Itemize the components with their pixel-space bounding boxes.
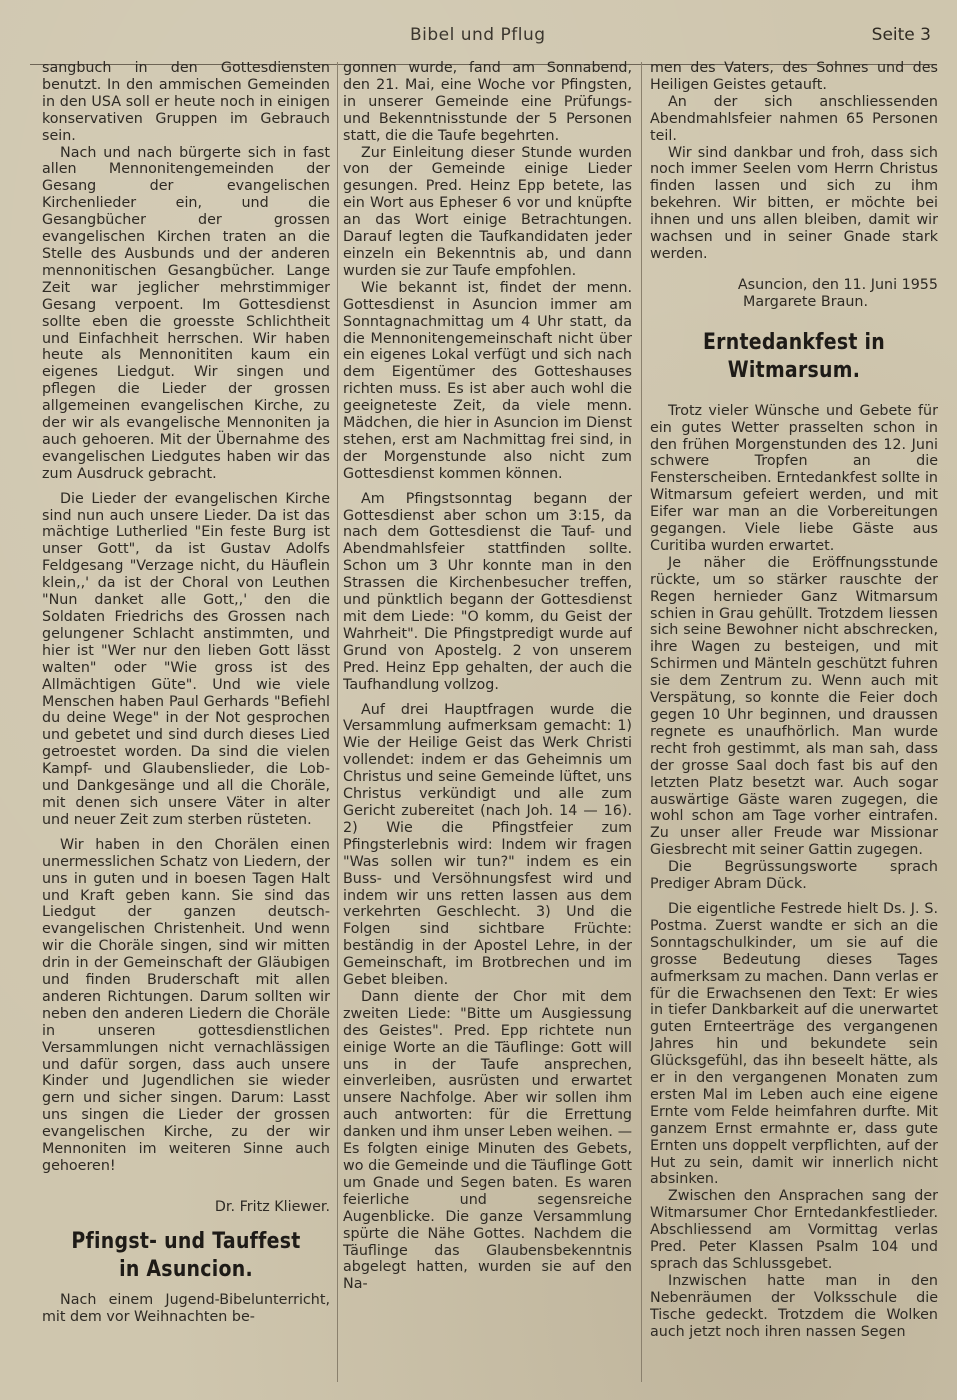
paragraph: Die Lieder der evangelischen Kirche sind nun auch unsere Lieder. Da ist das mächtige Lutherlied "Ein feste Burg ist unser Gott", da ist Gustav Adolfs Feldgesang "Verzage nicht, du Häuflein klein,,' da ist der Choral von Leuthen "Nun danket alle Gott,,' den die Soldaten Friedrichs des Grossen nach gelungener Schlacht anstimmten, und hier ist "Wer nur den lieben Gott lässt walten" oder "Wie gross ist des Allmächtigen Güte". Und wie viele Menschen haben Paul Gerhards "Befiehl du deine Wege" in der Not gesprochen und gebetet und sind durch dieses Lied getroestet worden. Da sind die vielen Kampf- und Glaubenslieder, die Lob- und Dankgesänge und all die Choräle, mit denen sich unsere Väter in alter und neuer Zeit zum sterben rüsteten. <box>42 490 330 828</box>
paragraph: Nach einem Jugend-Bibelunterricht, mit dem vor Weihnachten be- <box>42 1291 330 1325</box>
paragraph: men des Vaters, des Sohnes und des Heiligen Geistes getauft. <box>650 60 938 93</box>
author-signature: Dr. Fritz Kliewer. <box>214 1198 330 1215</box>
article-headline: Erntedankfest in Witmarsum. <box>702 329 885 383</box>
paragraph: Die eigentliche Festrede hielt Ds. J. S. Postma. Zuerst wandte er sich an die Sonntagschulkinder, um sie auf die grosse Bedeutung dieses Tages aufmerksam zu machen. Dann verlas er für die Erwachsenen den Text: Er wies in tiefer Dankbarkeit auf die unerwartet guten Ernteerträge des vergangenen Jahres hin und bekundete sein Glücksgefühl, das ihn beseelt hätte, als er in den vergangenen Monaten zum ersten Mal im Leben auch eine eigene Ernte vom Felde heimfahren durfte. Mit ganzem Ernst ermahnte er, dass gute Ernten uns doppelt verpflichten, auf der Hut zu sein, damit wir innerlich nicht absinken. <box>650 900 938 1188</box>
paragraph: Am Pfingstsonntag begann der Gottesdienst aber schon um 3:15, da nach dem Gottesdienst die Tauf- und Abendmahlsfeier stattfinden sollte. Schon um 3 Uhr konnte man in den Strassen die Kirchenbesucher treffen, und pünktlich begann der Gottesdienst mit dem Liede: "O komm, du Geist der Wahrheit". Die Pfingstpredigt wurde auf Grund von Apostelg. 2 von unserem Pred. Heinz Epp gehalten, der auch die Taufhandlung vollzog. <box>343 490 632 693</box>
paragraph: Wir sind dankbar und froh, dass sich noch immer Seelen vom Herrn Christus finden lassen und sich zu ihm bekehren. Wir bitten, er möchte bei ihnen und uns allen bleiben, damit wir wachsen und in seiner Gnade stark werden. <box>650 144 938 262</box>
column-divider <box>337 62 338 1382</box>
paragraph: gonnen wurde, fand am Sonnabend, den 21. Mai, eine Woche vor Pfingsten, in unserer Gemeinde eine Prüfungs- und Bekenntnisstunde der 5 Personen statt, die die Taufe begehrten. <box>343 60 632 144</box>
newspaper-title: Bibel und Pflug <box>410 25 546 45</box>
article-headline: Pfingst- und Tauffest in Asuncion. <box>71 1228 301 1282</box>
paragraph: Nach und nach bürgerte sich in fast allen Mennonitengemeinden der Gesang der evangelischen Kirchenlieder ein, und die Gesangbücher der grossen evangelischen Kirchen traten an die Stelle des Ausbunds und der anderen mennonitischen Gesangbücher. Lange Zeit war jeglicher mehrstimmiger Gesang verpoent. Im Gottesdienst sollte eben die groesste Schlichtheit und Einfachheit herrschen. Wir haben heute als Mennonititen kaum ein eigenes Liedgut. Wir singen und pflegen die Lieder der grossen allgemeinen evangelischen Kirche, zu der wir als evangelische Mennoniten ja auch gehoeren. Mit der Übernahme des evangelischen Liedgutes haben wir das zum Ausdruck gebracht. <box>42 144 330 482</box>
paragraph: Wie bekannt ist, findet der menn. Gottesdienst in Asuncion immer am Sonntagnachmittag um 4 Uhr statt, da die Mennonitengemeinschaft nicht über ein eigenes Lokal verfügt und sich nach dem Eigentümer des Gotteshauses richten muss. Es ist aber auch wohl die geeigneteste Zeit, da viele menn. Mädchen, die hier in Asuncion im Dienst stehen, erst am Nachmittag frei sind, in der Morgenstunde also nicht zum Gottesdienst kommen können. <box>343 279 632 482</box>
paragraph: An der sich anschliessenden Abendmahlsfeier nahmen 65 Personen teil. <box>650 93 938 144</box>
paragraph: Die Begrüssungsworte sprach Prediger Abram Dück. <box>650 859 938 893</box>
paragraph: Auf drei Hauptfragen wurde die Versammlung aufmerksam gemacht: 1) Wie der Heilige Geist das Werk Christi vollendet: indem er das Geheimnis um Christus und seine Gemeinde lüftet, uns Christus verkündigt und alle zum Gericht zubereitet (nach Joh. 14 — 16). 2) Wie die Pfingstfeier zum Pfingsterlebnis wird: Indem wir fragen "Was sollen wir tun?" indem es ein Buss- und Versöhnungsfest wird und indem wir uns retten lassen aus dem verkehrten Geschlecht. 3) Und die Folgen sind sichtbare Früchte: beständig in der Apostel Lehre, in der Gemeinschaft, im Brotbrechen und im Gebet bleiben. <box>343 701 632 989</box>
page-header <box>0 22 957 52</box>
article-column-3 <box>650 60 938 1390</box>
paragraph: Zur Einleitung dieser Stunde wurden von der Gemeinde einige Lieder gesungen. Pred. Heinz Epp betete, las ein Wort aus Epheser 6 vor und knüpfte an das Wort einige Betrachtungen. Darauf legten die Taufkandidaten jeder einzeln ein Bekenntnis ab, und dann wurden sie zur Taufe empfohlen. <box>343 144 632 279</box>
paragraph: Zwischen den Ansprachen sang der Witmarsumer Chor Erntedankfestlieder. Abschliessend am Vormittag verlas Pred. Peter Klassen Psalm 104 und sprach das Schlussgebet. <box>650 1188 938 1272</box>
column-divider <box>641 62 642 1382</box>
paragraph: Trotz vieler Wünsche und Gebete für ein gutes Wetter prasselten schon in den frühen Morgenstunden des 12. Juni schwere Tropfen an die Fensterscheiben. Erntedankfest sollte in Witmarsum gefeiert werden, und mit Eifer war man an die Vorbereitungen gegangen. Viele liebe Gäste aus Curitiba wurden erwartet. <box>650 402 938 554</box>
paragraph: Wir haben in den Chorälen einen unermesslichen Schatz von Liedern, der uns in guten und in boesen Tagen Halt und Kraft geben kann. Sie sind das Liedgut der ganzen deutsch-evangelischen Christenheit. Und wenn wir die Choräle singen, sind wir mitten drin in der Gemeinschaft der Gläubigen und finden Bruderschaft mit allen anderen Richtungen. Darum sollten wir neben den anderen Liedern die Choräle in unseren gottesdienstlichen Versammlungen nicht vernachlässigen und dafür sorgen, dass auch unsere Kinder und Jugendlichen sie wieder gern und sicher singen. Darum: Lasst uns singen die Lieder der grossen evangelischen Kirche, zu der wir Mennoniten im weiteren Sinne auch gehoeren! <box>42 836 330 1174</box>
author-signature: Margarete Braun. <box>743 293 868 310</box>
paragraph: Je näher die Eröffnungsstunde rückte, um so stärker rauschte der Regen hernieder Ganz Witmarsum schien in Grau gehüllt. Trotzdem liessen sich seine Bewohner nicht abschrecken, ihre Wagen zu besteigen, und mit Schirmen und Mänteln geschützt fuhren sie dem Zentrum zu. Wenn auch mit Verspätung, so konnte die Feier doch gegen 10 Uhr beginnen, und draussen regnete es unaufhörlich. Man wurde recht froh gestimmt, als man sah, dass der grosse Saal doch fast bis auf den letzten Platz besetzt war. Auch sogar auswärtige Gäste waren zugegen, die wohl schon am Tage vorher eintrafen. Zu unser aller Freude war Missionar Giesbrecht mit seiner Gattin zugegen. <box>650 554 938 859</box>
paragraph: Inzwischen hatte man in den Nebenräumen der Volksschule die Tische gedeckt. Trotzdem die Wolken auch jetzt noch ihren nassen Segen <box>650 1272 938 1340</box>
place-date-line: Asuncion, den 11. Juni 1955 <box>737 276 938 293</box>
article-column-2 <box>343 60 632 1390</box>
page-number: Seite 3 <box>871 25 931 45</box>
paragraph: Dann diente der Chor mit dem zweiten Liede: "Bitte um Ausgiessung des Geistes". Pred. Epp richtete nun einige Worte an die Täuflinge: Gott will uns in der Taufe ansprechen, einverleiben, ausrüsten und erwartet unsere Nachfolge. Aber wir sollen ihm auch antworten: für die Errettung danken und ihm unser Leben weihen. — Es folgten einige Minuten des Gebets, wo die Gemeinde und die Täuflinge Gott um Gnade und Segen baten. Es waren feierliche und segensreiche Augenblicke. Die ganze Versammlung spürte die Nähe Gottes. Nachdem die Täuflinge das Glaubensbekenntnis abgelegt hatten, wurden sie auf den Na- <box>343 988 632 1293</box>
article-column-1 <box>42 60 330 1390</box>
paragraph: sangbuch in den Gottesdiensten benutzt. In den ammischen Gemeinden in den USA soll er heute noch in einigen konservativen Gruppen im Gebrauch sein. <box>42 60 330 144</box>
